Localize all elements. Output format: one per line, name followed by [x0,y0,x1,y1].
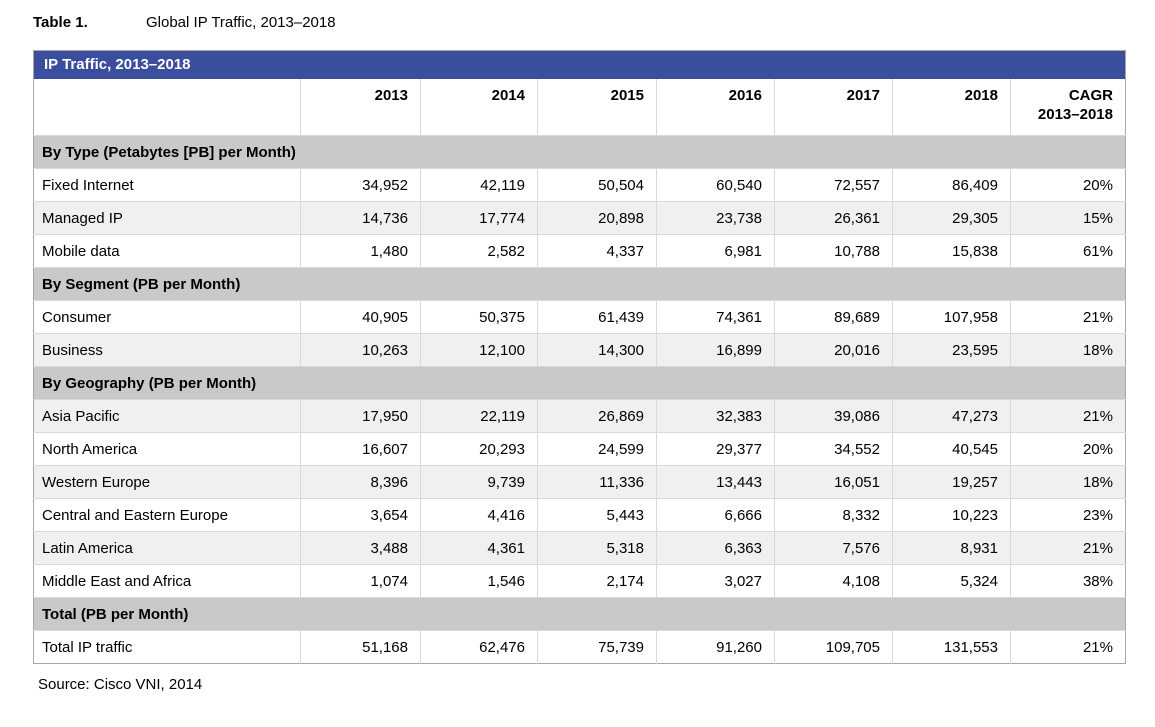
cell-2013: 10,263 [301,334,421,367]
cell-cagr: 61% [1011,235,1126,268]
cell-2016: 6,666 [657,499,775,532]
cell-2018: 15,838 [893,235,1011,268]
cell-2015: 75,739 [538,631,657,664]
section-title: Total (PB per Month) [34,598,1126,631]
cell-2017: 109,705 [775,631,893,664]
table-number: Table 1. [33,14,88,31]
cell-2015: 4,337 [538,235,657,268]
table-row [34,400,1126,433]
row-label: Asia Pacific [34,400,301,433]
row-label: Consumer [34,301,301,334]
table-row [34,202,1126,235]
table-caption [33,14,1127,32]
cell-2015: 26,869 [538,400,657,433]
cell-2014: 2,582 [421,235,538,268]
table-row [34,301,1126,334]
header-year-2017: 2017 [775,79,893,136]
cell-2016: 29,377 [657,433,775,466]
cell-2013: 17,950 [301,400,421,433]
cell-cagr: 20% [1011,169,1126,202]
cell-2018: 23,595 [893,334,1011,367]
cell-2014: 42,119 [421,169,538,202]
row-label: Managed IP [34,202,301,235]
cell-2016: 23,738 [657,202,775,235]
header-year-2014: 2014 [421,79,538,136]
table-banner-row [34,51,1126,79]
table-row [34,532,1126,565]
table-row [34,169,1126,202]
cell-2017: 89,689 [775,301,893,334]
table-row [34,433,1126,466]
cell-2014: 9,739 [421,466,538,499]
cell-2013: 1,480 [301,235,421,268]
cell-2015: 5,443 [538,499,657,532]
header-cagr-line2: 2013–2018 [1037,105,1113,123]
cell-2017: 39,086 [775,400,893,433]
cell-2014: 12,100 [421,334,538,367]
cell-2017: 20,016 [775,334,893,367]
row-label: Fixed Internet [34,169,301,202]
header-year-2016: 2016 [657,79,775,136]
cell-2018: 10,223 [893,499,1011,532]
cell-2013: 1,074 [301,565,421,598]
cell-2015: 2,174 [538,565,657,598]
ip-traffic-table [33,50,1126,664]
cell-2018: 40,545 [893,433,1011,466]
table-row [34,466,1126,499]
table-row [34,499,1126,532]
cell-2017: 72,557 [775,169,893,202]
row-label: Western Europe [34,466,301,499]
header-cagr [1011,79,1126,136]
table-banner: IP Traffic, 2013–2018 [34,51,1126,79]
cell-2018: 86,409 [893,169,1011,202]
row-label: Central and Eastern Europe [34,499,301,532]
section-title: By Geography (PB per Month) [34,367,1126,400]
cell-2017: 8,332 [775,499,893,532]
cell-2018: 5,324 [893,565,1011,598]
cell-cagr: 21% [1011,631,1126,664]
cell-2018: 131,553 [893,631,1011,664]
cell-2018: 29,305 [893,202,1011,235]
table-header-row [34,79,1126,136]
cell-2018: 47,273 [893,400,1011,433]
source-note: Source: Cisco VNI, 2014 [38,676,203,693]
cell-2014: 22,119 [421,400,538,433]
header-year-2015: 2015 [538,79,657,136]
cell-cagr: 15% [1011,202,1126,235]
header-cagr-line1: CAGR [1068,86,1113,104]
cell-2017: 4,108 [775,565,893,598]
row-label: Business [34,334,301,367]
cell-cagr: 20% [1011,433,1126,466]
cell-cagr: 21% [1011,400,1126,433]
cell-2018: 8,931 [893,532,1011,565]
cell-2014: 17,774 [421,202,538,235]
cell-2014: 20,293 [421,433,538,466]
cell-2017: 16,051 [775,466,893,499]
cell-cagr: 21% [1011,532,1126,565]
cell-2015: 20,898 [538,202,657,235]
cell-2013: 40,905 [301,301,421,334]
cell-2013: 3,654 [301,499,421,532]
table-row [34,631,1126,664]
cell-2015: 61,439 [538,301,657,334]
header-year-2018: 2018 [893,79,1011,136]
cell-2016: 6,981 [657,235,775,268]
cell-2016: 32,383 [657,400,775,433]
cell-2016: 6,363 [657,532,775,565]
section-header-by-type [34,136,1126,169]
section-header-by-segment [34,268,1126,301]
cell-2013: 3,488 [301,532,421,565]
cell-2014: 4,416 [421,499,538,532]
cell-2017: 10,788 [775,235,893,268]
cell-cagr: 18% [1011,466,1126,499]
cell-2016: 13,443 [657,466,775,499]
row-label: North America [34,433,301,466]
cell-2014: 62,476 [421,631,538,664]
cell-2016: 91,260 [657,631,775,664]
cell-2013: 34,952 [301,169,421,202]
cell-2015: 14,300 [538,334,657,367]
cell-2014: 50,375 [421,301,538,334]
section-header-by-geography [34,367,1126,400]
cell-2015: 50,504 [538,169,657,202]
table-row [34,565,1126,598]
cell-2013: 14,736 [301,202,421,235]
cell-2018: 19,257 [893,466,1011,499]
row-label: Latin America [34,532,301,565]
cell-cagr: 38% [1011,565,1126,598]
table-row [34,235,1126,268]
header-year-2013: 2013 [301,79,421,136]
cell-2013: 8,396 [301,466,421,499]
cell-cagr: 18% [1011,334,1126,367]
cell-2017: 26,361 [775,202,893,235]
cell-2015: 11,336 [538,466,657,499]
cell-cagr: 21% [1011,301,1126,334]
table-row [34,334,1126,367]
cell-2013: 16,607 [301,433,421,466]
row-label: Total IP traffic [34,631,301,664]
cell-2013: 51,168 [301,631,421,664]
cell-2016: 74,361 [657,301,775,334]
section-title: By Segment (PB per Month) [34,268,1126,301]
cell-2016: 16,899 [657,334,775,367]
cell-2018: 107,958 [893,301,1011,334]
cell-2017: 7,576 [775,532,893,565]
cell-2015: 5,318 [538,532,657,565]
table-title-text: Global IP Traffic, 2013–2018 [146,14,336,31]
cell-2017: 34,552 [775,433,893,466]
cell-2015: 24,599 [538,433,657,466]
row-label: Mobile data [34,235,301,268]
cell-2016: 3,027 [657,565,775,598]
cell-cagr: 23% [1011,499,1126,532]
section-title: By Type (Petabytes [PB] per Month) [34,136,1126,169]
section-header-total [34,598,1126,631]
cell-2014: 1,546 [421,565,538,598]
header-empty-cell [34,79,301,136]
cell-2016: 60,540 [657,169,775,202]
cell-2014: 4,361 [421,532,538,565]
row-label: Middle East and Africa [34,565,301,598]
